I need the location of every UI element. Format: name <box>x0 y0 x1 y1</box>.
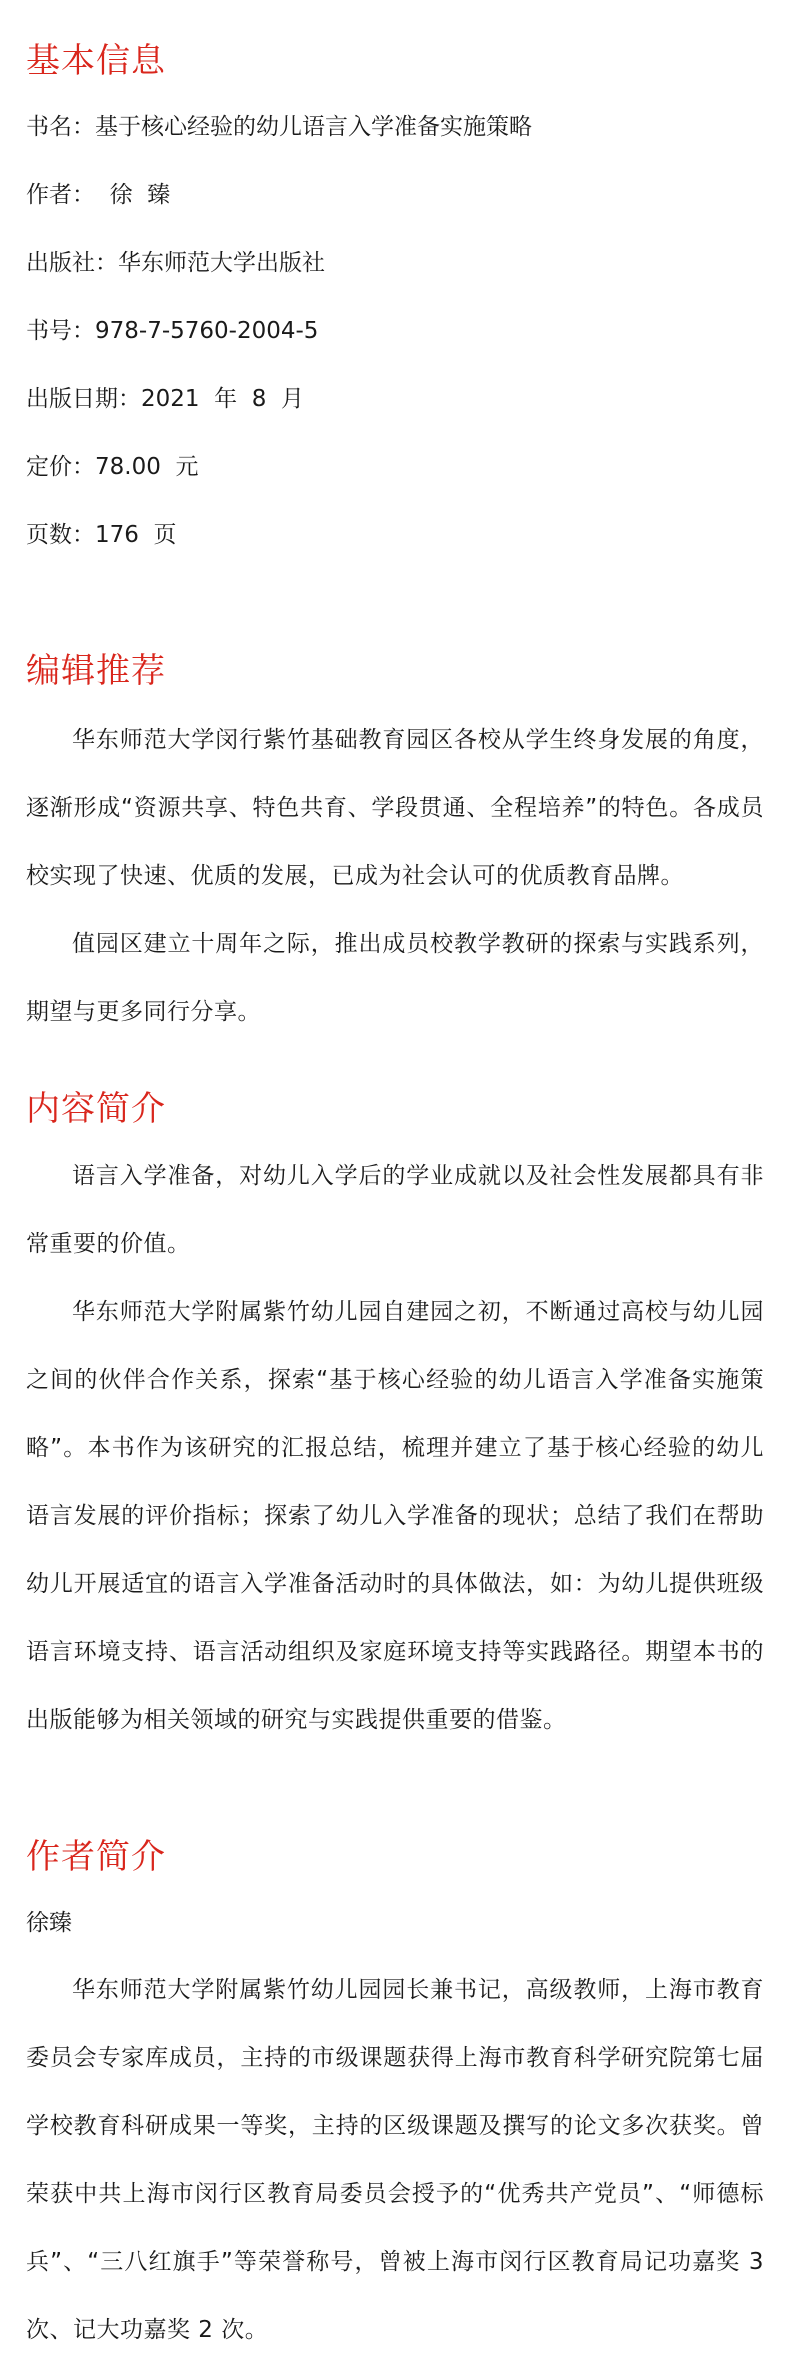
publisher-row: 出版社：华东师范大学出版社 <box>26 250 325 276</box>
author-intro-title: 作者简介 <box>26 1837 166 1877</box>
author-row: 作者： 徐 臻 <box>26 182 171 208</box>
content-intro-body <box>26 1142 764 1754</box>
editor-recommendation-title: 编辑推荐 <box>26 651 166 691</box>
publish-date-row: 出版日期：2021 年 8 月 <box>26 386 305 412</box>
editor-paragraph-1: 华东师范大学闵行紫竹基础教育园区各校从学生终身发展的角度，逐渐形成“资源共享、特色共育、学段贯通、全程培养”的特色。各成员校实现了快速、优质的发展，已成为社会认可的优质教育品牌。 <box>26 727 764 889</box>
author-name: 徐臻 <box>26 1910 72 1936</box>
editor-recommendation-body <box>26 706 764 1046</box>
pages-row: 页数：176 页 <box>26 522 177 548</box>
content-intro-title: 内容简介 <box>26 1089 166 1129</box>
price-row: 定价：78.00 元 <box>26 454 199 480</box>
author-intro-body <box>26 1956 764 2364</box>
book-title-row: 书名：基于核心经验的幼儿语言入学准备实施策略 <box>26 114 532 140</box>
author-paragraph-1: 华东师范大学附属紫竹幼儿园园长兼书记，高级教师，上海市教育委员会专家库成员，主持的市级课题获得上海市教育科学研究院第七届学校教育科研成果一等奖，主持的区级课题及撰写的论文多次获奖。曾荣获中共上海市闵行区教育局委员会授予的“优秀共产党员”、“师德标兵”、“三八红旗手”等荣誉称号，曾被上海市闵行区教育局记功嘉奖 3 次、记大功嘉奖 2 次。 <box>26 1977 764 2343</box>
basic-info-title: 基本信息 <box>26 41 166 81</box>
isbn-row: 书号：978-7-5760-2004-5 <box>26 318 319 344</box>
content-paragraph-2: 华东师范大学附属紫竹幼儿园自建园之初，不断通过高校与幼儿园之间的伙伴合作关系，探索“基于核心经验的幼儿语言入学准备实施策略”。本书作为该研究的汇报总结，梳理并建立了基于核心经验的幼儿语言发展的评价指标；探索了幼儿入学准备的现状；总结了我们在帮助幼儿开展适宜的语言入学准备活动时的具体做法，如：为幼儿提供班级语言环境支持、语言活动组织及家庭环境支持等实践路径。期望本书的出版能够为相关领域的研究与实践提供重要的借鉴。 <box>26 1299 764 1733</box>
editor-paragraph-2: 值园区建立十周年之际，推出成员校教学教研的探索与实践系列，期望与更多同行分享。 <box>26 931 764 1025</box>
content-paragraph-1: 语言入学准备，对幼儿入学后的学业成就以及社会性发展都具有非常重要的价值。 <box>26 1163 764 1257</box>
